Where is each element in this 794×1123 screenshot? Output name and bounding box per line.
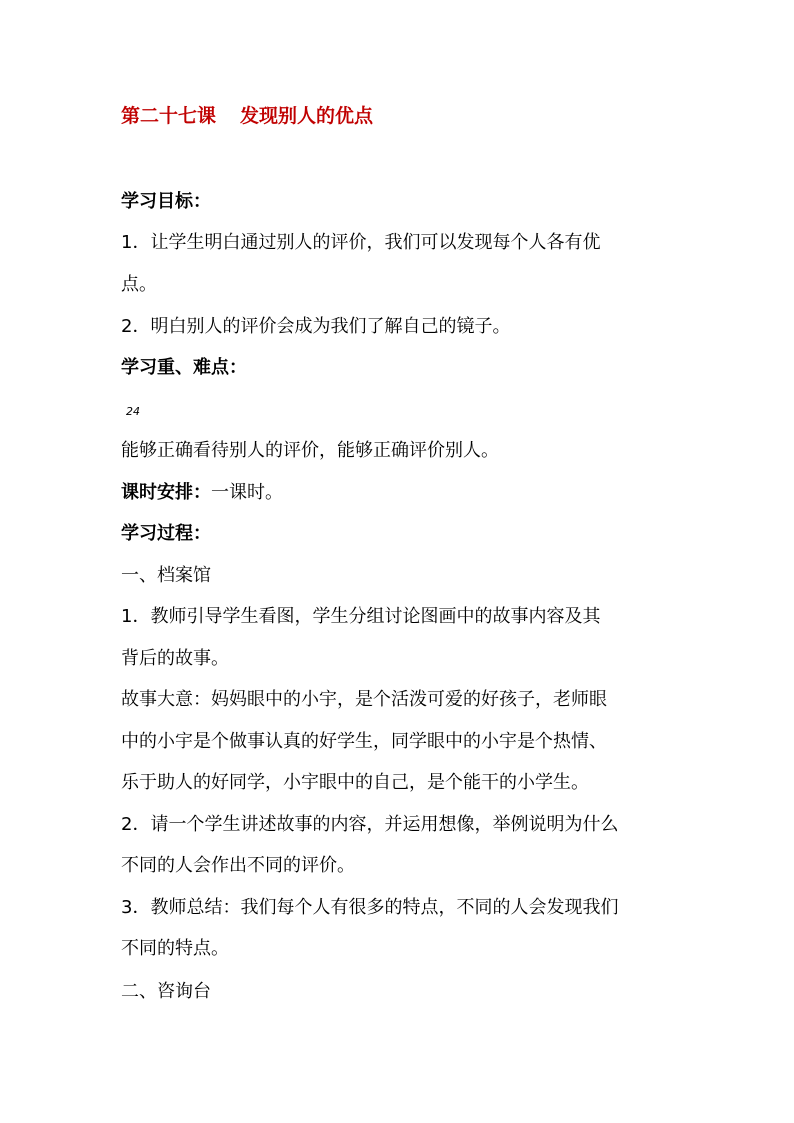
schedule-value: 一课时。 (211, 482, 283, 503)
story-line-1: 故事大意：妈妈眼中的小宇，是个活泼可爱的好孩子，老师眼 (121, 689, 607, 710)
section-2-heading: 二、咨询台 (121, 981, 211, 1002)
schedule-label: 课时安排： (121, 482, 211, 503)
goal-1-line-2: 点。 (121, 274, 157, 295)
step-1-line-1: 1．教师引导学生看图，学生分组讨论图画中的故事内容及其 (121, 606, 601, 627)
story-line-2: 中的小宇是个做事认真的好学生，同学眼中的小宇是个热情、 (121, 731, 607, 752)
story-line-3: 乐于助人的好同学，小宇眼中的自己，是个能干的小学生。 (121, 772, 589, 793)
lesson-number: 第二十七课 (121, 105, 217, 127)
step-3-line-1: 3．教师总结：我们每个人有很多的特点，不同的人会发现我们 (121, 897, 619, 918)
schedule-line (121, 481, 681, 505)
goals-heading: 学习目标： (121, 191, 211, 212)
page-mark: 24 (126, 405, 140, 418)
step-1-line-2: 背后的故事。 (121, 648, 229, 669)
goal-1-line-1: 1．让学生明白通过别人的评价，我们可以发现每个人各有优 (121, 232, 601, 253)
section-1-heading: 一、档案馆 (121, 565, 211, 586)
goal-2: 2．明白别人的评价会成为我们了解自己的镜子。 (121, 316, 511, 337)
key-points-text: 能够正确看待别人的评价，能够正确评价别人。 (121, 440, 499, 461)
step-2-line-1: 2．请一个学生讲述故事的内容，并运用想像，举例说明为什么 (121, 814, 619, 835)
lesson-topic: 发现别人的优点 (240, 105, 374, 127)
lesson-title (121, 104, 681, 128)
step-2-line-2: 不同的人会作出不同的评价。 (121, 855, 355, 876)
step-3-line-2: 不同的特点。 (121, 938, 229, 959)
key-points-heading: 学习重、难点： (121, 357, 247, 378)
process-heading: 学习过程： (121, 523, 211, 544)
